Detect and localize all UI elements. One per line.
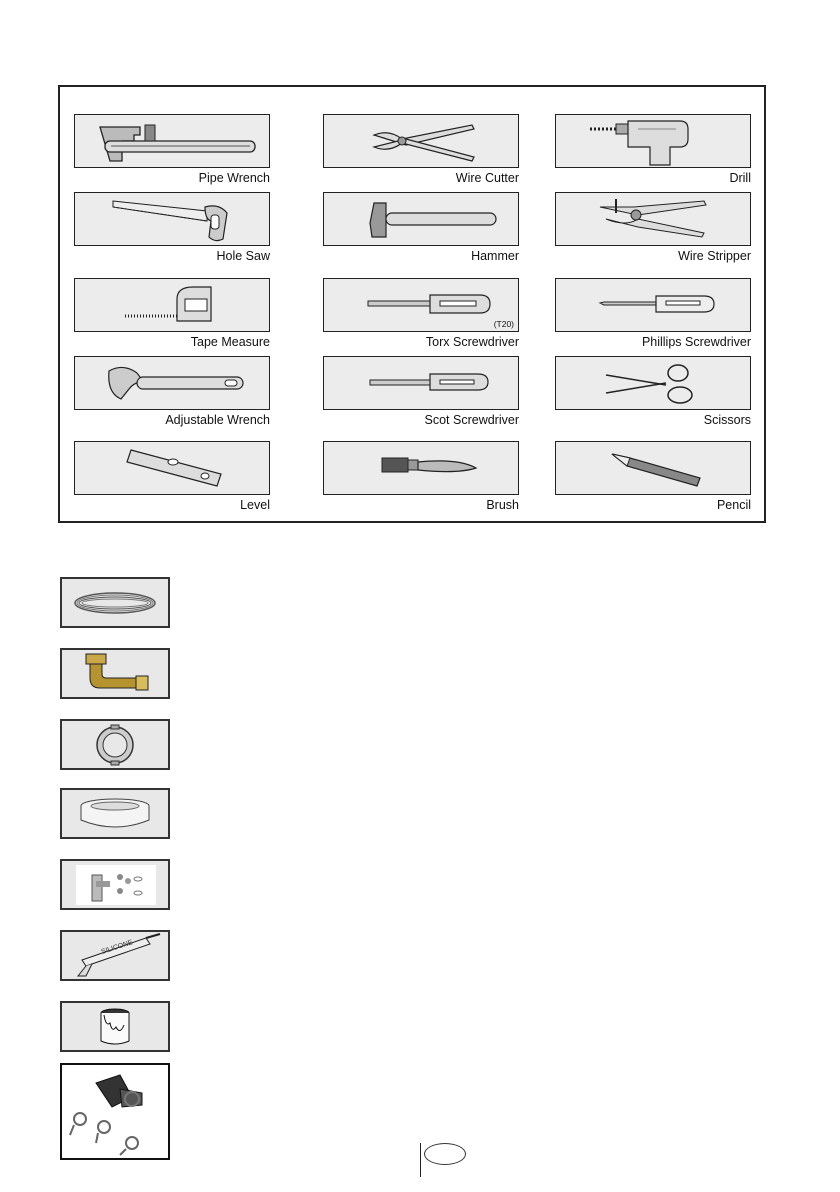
tool-label: Brush xyxy=(486,498,519,512)
tool-phillips-screwdriver xyxy=(555,278,751,349)
tool-image-box xyxy=(74,278,270,332)
tool-image-box xyxy=(555,441,751,495)
tool-label: Hole Saw xyxy=(216,249,270,263)
drain-hose-clamps-icon xyxy=(62,1065,168,1158)
tool-torx-screwdriver xyxy=(323,278,519,349)
tool-label: Tape Measure xyxy=(190,335,270,349)
tool-label: Scot Screwdriver xyxy=(424,413,519,427)
wire-cutter-icon xyxy=(324,115,518,167)
material-mounting-kit xyxy=(60,859,170,910)
pencil-icon xyxy=(556,442,750,494)
tool-label: Drill xyxy=(729,171,751,185)
pipe-wrench-icon xyxy=(75,115,269,167)
tool-brush xyxy=(323,441,519,512)
tool-image-box xyxy=(555,192,751,246)
tool-pencil xyxy=(555,441,751,512)
elbow-fitting-icon xyxy=(62,650,168,697)
tool-label: Wire Stripper xyxy=(678,249,751,263)
scot-screwdriver-icon xyxy=(324,357,518,409)
tool-label: Pipe Wrench xyxy=(198,171,270,185)
tool-image-box xyxy=(323,278,519,332)
phillips-screwdriver-icon xyxy=(556,279,750,331)
level-icon xyxy=(75,442,269,494)
tool-label: Hammer xyxy=(471,249,519,263)
tool-label: Torx Screwdriver xyxy=(425,335,519,349)
tool-drill xyxy=(555,114,751,185)
tool-wire-stripper xyxy=(555,192,751,263)
silicone-gun-icon xyxy=(62,932,168,979)
tool-image-box xyxy=(74,356,270,410)
brush-icon xyxy=(324,442,518,494)
tool-wire-cutter xyxy=(323,114,519,185)
tool-hole-saw xyxy=(74,192,270,263)
tool-image-box xyxy=(323,192,519,246)
material-teflon-tape xyxy=(60,788,170,839)
tool-hammer xyxy=(323,192,519,263)
tool-scot-screwdriver xyxy=(323,356,519,427)
tool-label: Scissors xyxy=(703,413,751,427)
mounting-kit-icon xyxy=(62,861,168,908)
material-lock-nut xyxy=(60,719,170,770)
language-badge xyxy=(424,1143,466,1165)
tool-tape-measure xyxy=(74,278,270,349)
tool-label: Adjustable Wrench xyxy=(165,413,270,427)
material-silicone-gun xyxy=(60,930,170,981)
tool-image-box xyxy=(323,356,519,410)
tool-scissors xyxy=(555,356,751,427)
wire-stripper-icon xyxy=(556,193,750,245)
tool-image-box xyxy=(555,278,751,332)
torx-screwdriver-icon xyxy=(324,279,518,331)
tool-image-box xyxy=(555,114,751,168)
material-elbow-fitting xyxy=(60,648,170,699)
svg-text:SILICONE: SILICONE xyxy=(100,939,134,956)
paint-can-icon xyxy=(62,1003,168,1050)
tool-label: Pencil xyxy=(716,498,751,512)
lock-nut-icon xyxy=(62,721,168,768)
tool-adjustable-wrench xyxy=(74,356,270,427)
material-drain-hose-clamps xyxy=(60,1063,170,1160)
drill-icon xyxy=(556,115,750,167)
tool-image-box xyxy=(555,356,751,410)
scissors-icon xyxy=(556,357,750,409)
tool-image-box xyxy=(74,441,270,495)
hammer-icon xyxy=(324,193,518,245)
copper-coil-icon xyxy=(62,579,168,626)
material-paint-can xyxy=(60,1001,170,1052)
hole-saw-icon xyxy=(75,193,269,245)
adjustable-wrench-icon xyxy=(75,357,269,409)
tool-label: Wire Cutter xyxy=(455,171,519,185)
material-copper-coil xyxy=(60,577,170,628)
teflon-tape-icon xyxy=(62,790,168,837)
torx-size-tag: (T20) xyxy=(493,319,514,329)
tool-image-box xyxy=(74,114,270,168)
tool-image-box xyxy=(323,114,519,168)
tool-image-box xyxy=(74,192,270,246)
tool-image-box xyxy=(323,441,519,495)
tool-pipe-wrench xyxy=(74,114,270,185)
tools-frame xyxy=(58,85,766,523)
tape-measure-icon xyxy=(75,279,269,331)
tool-label: Level xyxy=(240,498,270,512)
footer-divider xyxy=(420,1143,421,1177)
tool-label: Phillips Screwdriver xyxy=(641,335,751,349)
tool-level xyxy=(74,441,270,512)
